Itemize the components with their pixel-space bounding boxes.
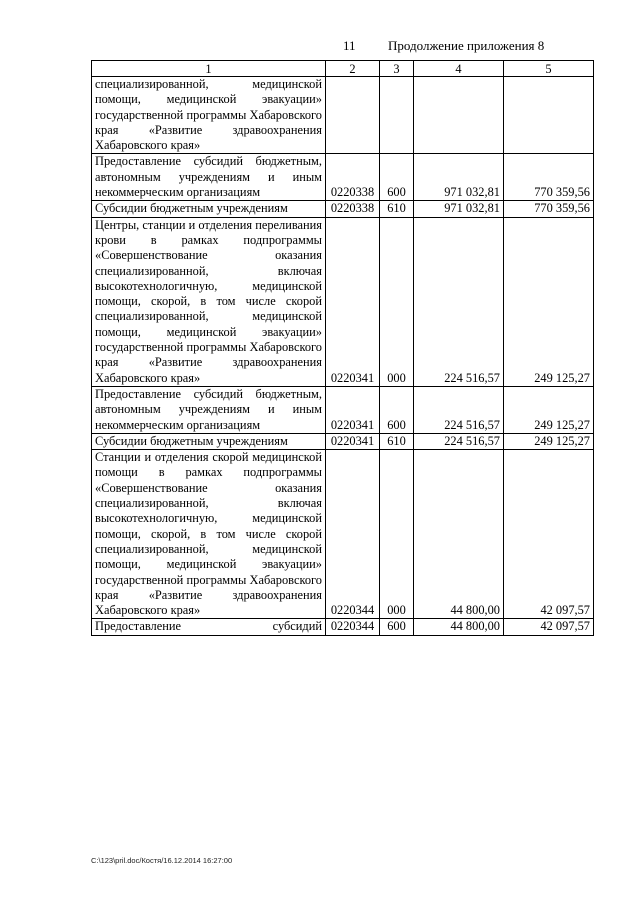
column-header: 3 bbox=[380, 61, 414, 77]
amount-year-2: 42 097,57 bbox=[504, 450, 594, 619]
appendix-continuation-label: Продолжение приложения 8 bbox=[388, 38, 545, 53]
item-name: Станции и отделения скорой медицинской помощи в рамках подпрограммы «Совершенствование оказания специализированной, включая высокотехнологичную, медицинской помощи, скорой, в том числе скорой специализированной, медицинской помощи, медицинской эвакуации» государственной программы Хабаровского края «Развитие здравоохранения Хабаровского края» bbox=[92, 450, 326, 619]
expense-type-code: 000 bbox=[380, 217, 414, 386]
column-header: 5 bbox=[504, 61, 594, 77]
target-article-code bbox=[326, 77, 380, 154]
amount-year-1: 44 800,00 bbox=[414, 450, 504, 619]
column-number-row bbox=[92, 61, 594, 77]
item-name: Предоставление субсидий бюджетным, автономным учреждениям и иным некоммерческим организациям bbox=[92, 154, 326, 201]
amount-year-1: 971 032,81 bbox=[414, 154, 504, 201]
target-article-code: 0220341 bbox=[326, 433, 380, 449]
amount-year-1: 224 516,57 bbox=[414, 433, 504, 449]
amount-year-1 bbox=[414, 77, 504, 154]
table-row bbox=[92, 450, 594, 619]
amount-year-2: 249 125,27 bbox=[504, 433, 594, 449]
amount-year-1: 224 516,57 bbox=[414, 386, 504, 433]
document-footer-path: C:\123\pril.doc/Костя/16.12.2014 16:27:00 bbox=[91, 856, 233, 865]
item-name: специализированной, медицинской помощи, медицинской эвакуации» государственной программы Хабаровского края «Развитие здравоохранения Хабаровского края» bbox=[92, 77, 326, 154]
column-header: 2 bbox=[326, 61, 380, 77]
column-header: 1 bbox=[92, 61, 326, 77]
amount-year-1: 971 032,81 bbox=[414, 201, 504, 217]
target-article-code: 0220344 bbox=[326, 450, 380, 619]
amount-year-2: 42 097,57 bbox=[504, 619, 594, 635]
page-number: 11 bbox=[343, 38, 356, 53]
amount-year-2 bbox=[504, 77, 594, 154]
amount-year-1: 44 800,00 bbox=[414, 619, 504, 635]
expense-type-code bbox=[380, 77, 414, 154]
table-row bbox=[92, 217, 594, 386]
item-name: Субсидии бюджетным учреждениям bbox=[92, 201, 326, 217]
expense-type-code: 610 bbox=[380, 201, 414, 217]
item-name: Предоставление субсидий bbox=[92, 619, 326, 635]
amount-year-1: 224 516,57 bbox=[414, 217, 504, 386]
amount-year-2: 249 125,27 bbox=[504, 217, 594, 386]
budget-table bbox=[91, 60, 594, 636]
expense-type-code: 000 bbox=[380, 450, 414, 619]
item-name: Субсидии бюджетным учреждениям bbox=[92, 433, 326, 449]
expense-type-code: 610 bbox=[380, 433, 414, 449]
table-row bbox=[92, 77, 594, 154]
target-article-code: 0220338 bbox=[326, 154, 380, 201]
amount-year-2: 249 125,27 bbox=[504, 386, 594, 433]
expense-type-code: 600 bbox=[380, 386, 414, 433]
table-row bbox=[92, 154, 594, 201]
table-row bbox=[92, 201, 594, 217]
table-row bbox=[92, 619, 594, 635]
item-name: Предоставление субсидий бюджетным, автономным учреждениям и иным некоммерческим организациям bbox=[92, 386, 326, 433]
target-article-code: 0220341 bbox=[326, 217, 380, 386]
target-article-code: 0220341 bbox=[326, 386, 380, 433]
amount-year-2: 770 359,56 bbox=[504, 201, 594, 217]
page-header bbox=[0, 38, 640, 56]
item-name: Центры, станции и отделения переливания крови в рамках подпрограммы «Совершенствование оказания специализированной, включая высокотехнологичную, медицинской помощи, скорой, в том числе скорой специализированной, медицинской помощи, медицинской эвакуации» государственной программы Хабаровского края «Развитие здравоохранения Хабаровского края» bbox=[92, 217, 326, 386]
expense-type-code: 600 bbox=[380, 619, 414, 635]
table-row bbox=[92, 386, 594, 433]
expense-type-code: 600 bbox=[380, 154, 414, 201]
target-article-code: 0220338 bbox=[326, 201, 380, 217]
amount-year-2: 770 359,56 bbox=[504, 154, 594, 201]
column-header: 4 bbox=[414, 61, 504, 77]
target-article-code: 0220344 bbox=[326, 619, 380, 635]
table-row bbox=[92, 433, 594, 449]
